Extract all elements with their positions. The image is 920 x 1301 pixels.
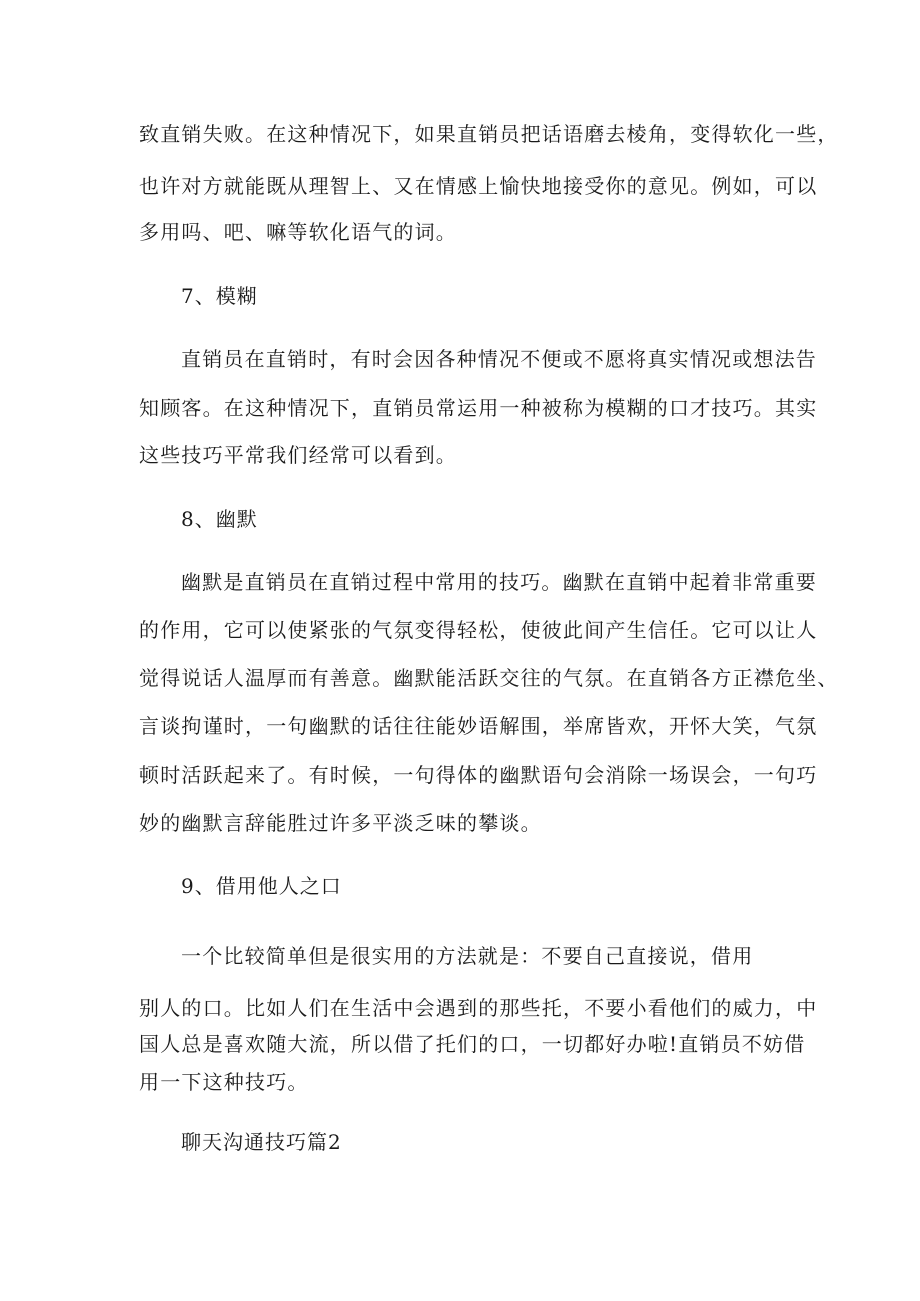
para-intro-line-2: 也许对方就能既从理智上、又在情感上愉快地接受你的意见。例如，可以 bbox=[139, 174, 818, 198]
para-8-line-3: 觉得说话人温厚而有善意。幽默能活跃交往的气氛。在直销各方正襟危坐、 bbox=[139, 666, 839, 690]
para-9-line-4: 用一下这种技巧。 bbox=[139, 1070, 309, 1094]
para-7-line-3: 这些技巧平常我们经常可以看到。 bbox=[139, 443, 457, 467]
para-8-line-5: 顿时活跃起来了。有时候，一句得体的幽默语句会消除一场误会，一句巧 bbox=[139, 763, 818, 787]
para-intro-line-1: 致直销失败。在这种情况下，如果直销员把话语磨去棱角，变得软化一些， bbox=[139, 122, 839, 146]
heading-9: 9、借用他人之口 bbox=[181, 874, 342, 898]
para-7-line-2: 知顾客。在这种情况下，直销员常运用一种被称为模糊的口才技巧。其实 bbox=[139, 396, 818, 420]
section-title: 聊天沟通技巧篇2 bbox=[181, 1130, 342, 1154]
para-8-line-4: 言谈拘谨时，一句幽默的话往往能妙语解围，举席皆欢，开怀大笑，气氛 bbox=[139, 714, 818, 738]
para-8-line-1: 幽默是直销员在直销过程中常用的技巧。幽默在直销中起着非常重要 bbox=[181, 570, 817, 594]
para-8-line-2: 的作用，它可以使紧张的气氛变得轻松，使彼此间产生信任。它可以让人 bbox=[139, 618, 818, 642]
para-9-line-3: 国人总是喜欢随大流，所以借了托们的口，一切都好办啦!直销员不妨借 bbox=[139, 1032, 806, 1056]
heading-7: 7、模糊 bbox=[181, 284, 258, 308]
para-9-line-1: 一个比较简单但是很实用的方法就是：不要自己直接说，借用 bbox=[181, 944, 754, 968]
para-8-line-6: 妙的幽默言辞能胜过许多平淡乏味的攀谈。 bbox=[139, 811, 542, 835]
para-7-line-1: 直销员在直销时，有时会因各种情况不便或不愿将真实情况或想法告 bbox=[181, 347, 817, 371]
heading-8: 8、幽默 bbox=[181, 507, 258, 531]
para-intro-line-3: 多用吗、吧、嘛等软化语气的词。 bbox=[139, 220, 457, 244]
para-9-line-2: 别人的口。比如人们在生活中会遇到的那些托，不要小看他们的威力，中 bbox=[139, 996, 818, 1020]
